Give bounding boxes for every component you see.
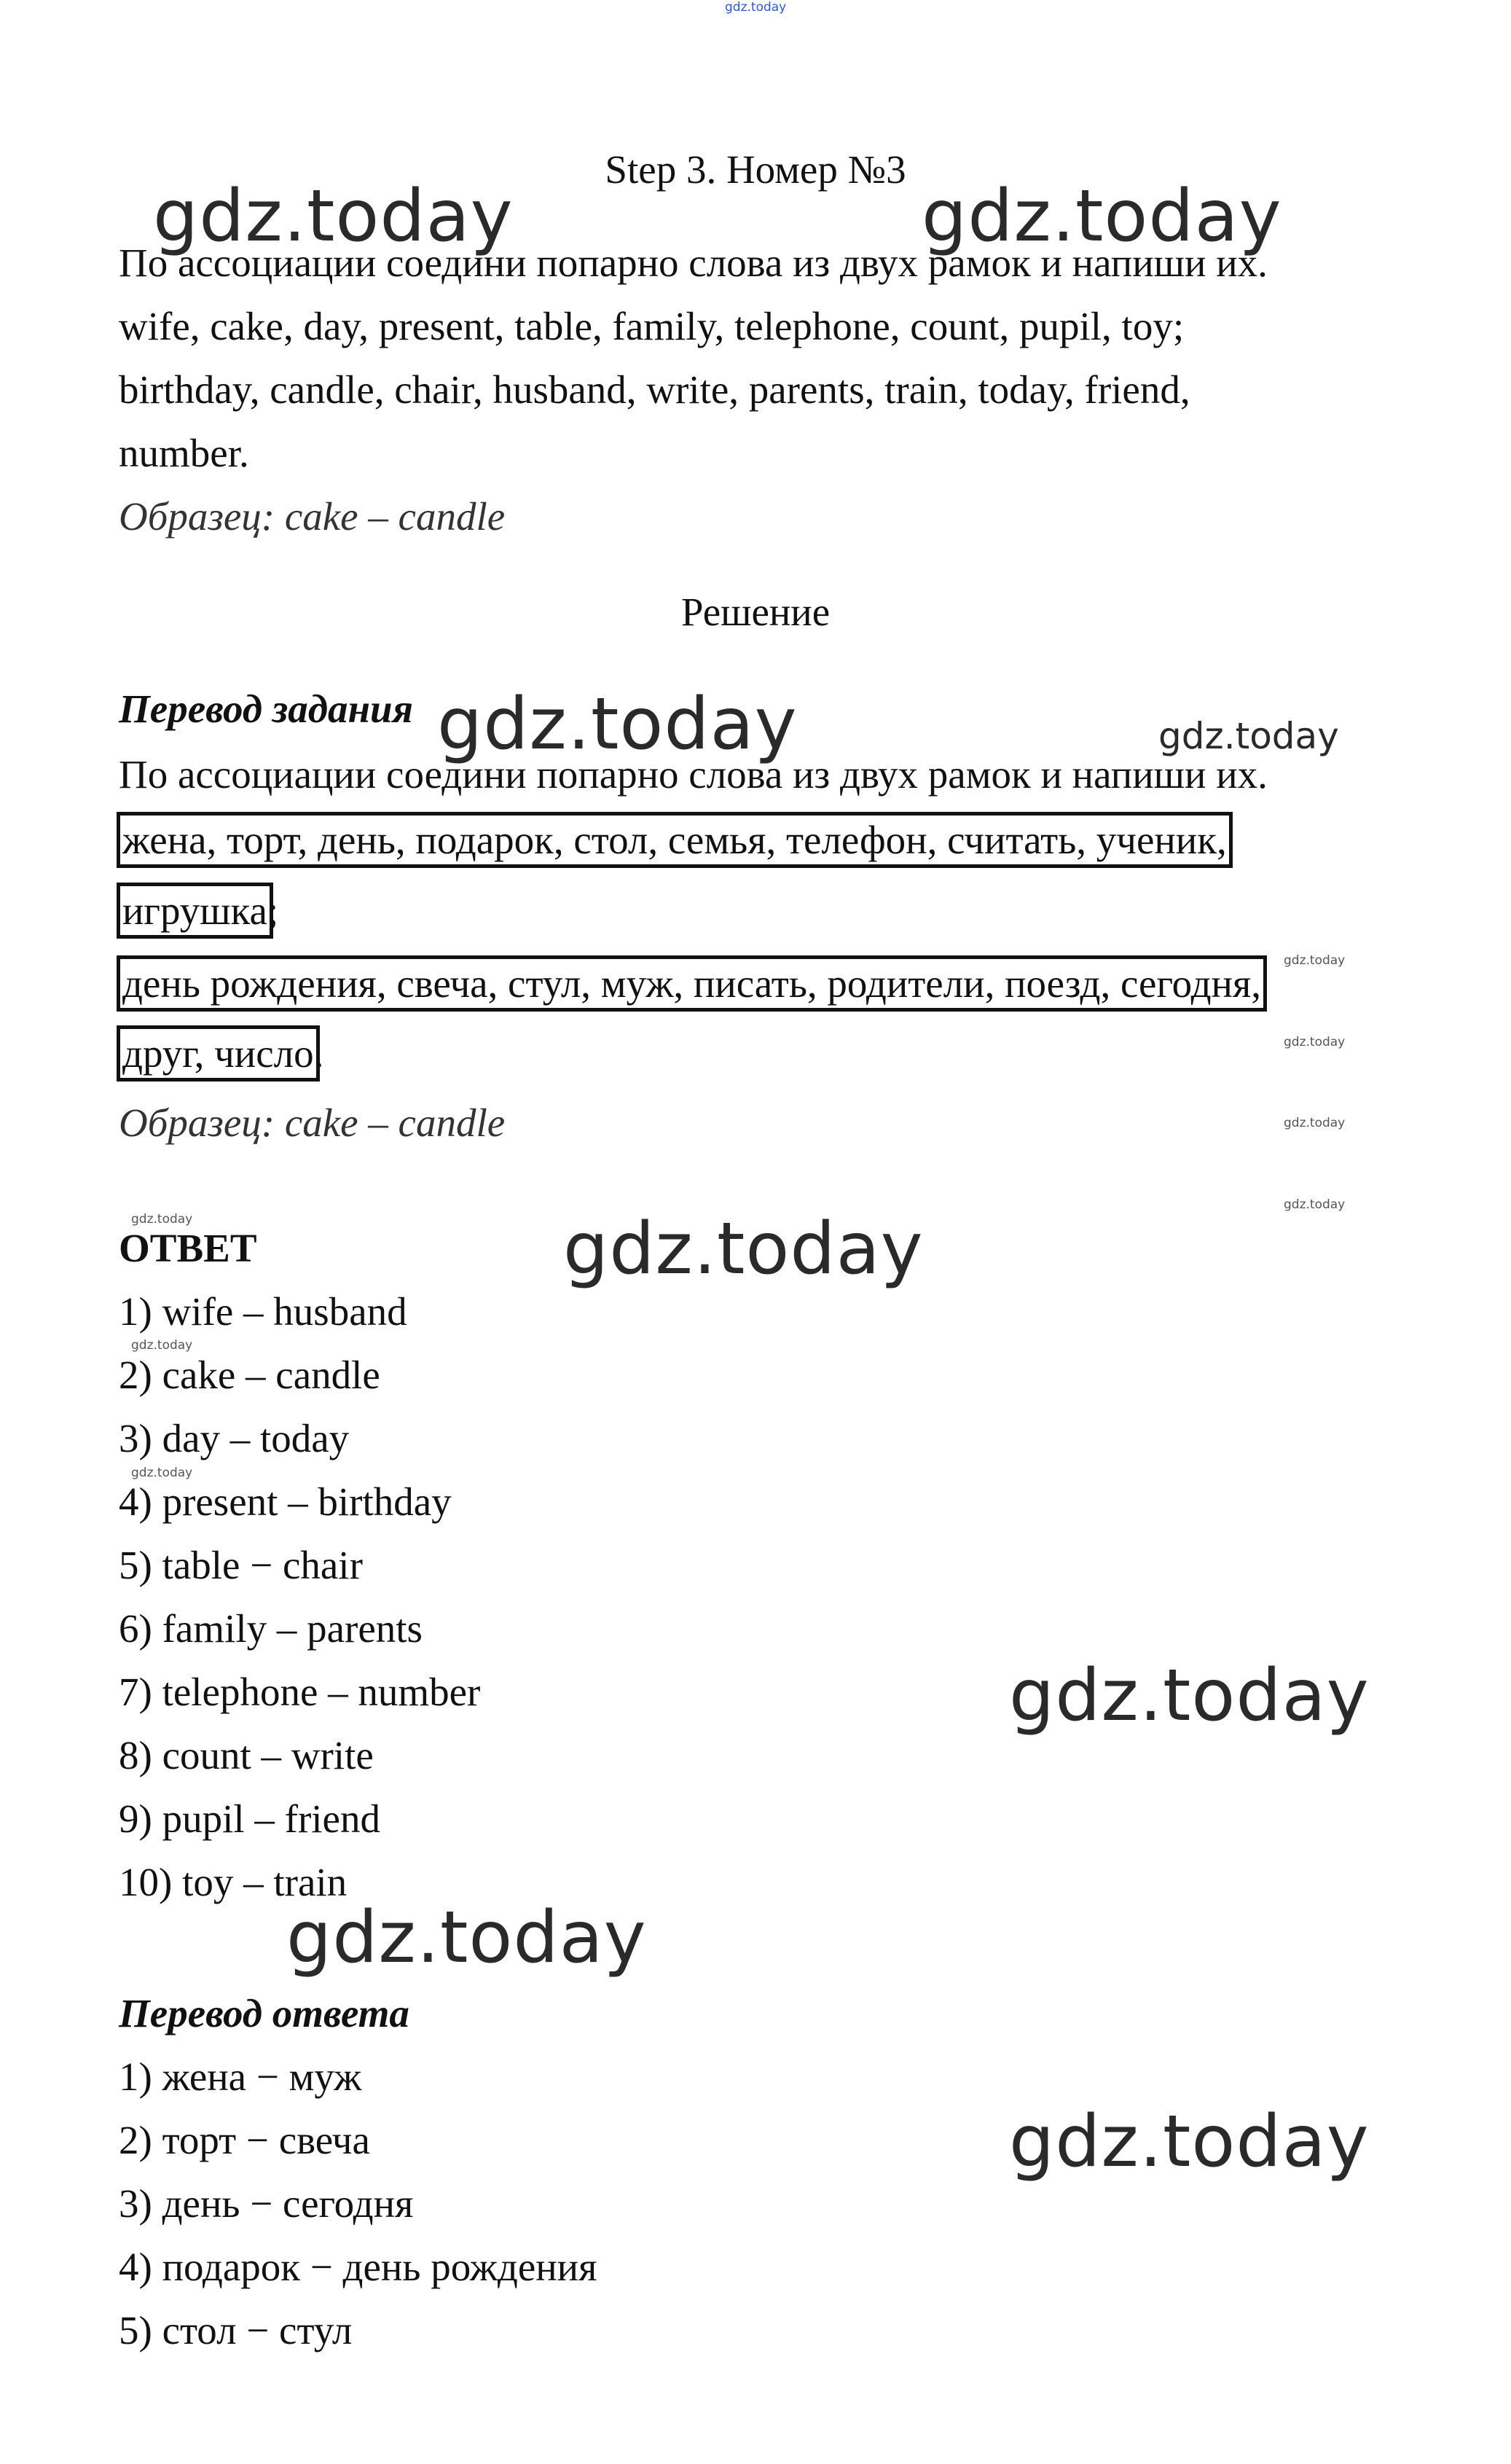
answer-heading: ОТВЕТ: [119, 1226, 257, 1270]
watermark: gdz.today: [563, 1208, 924, 1291]
watermark-small: gdz.today: [1284, 1116, 1346, 1130]
watermark-small: gdz.today: [131, 1212, 193, 1227]
task-words-line-2: birthday, candle, chair, husband, write, parents, train, today, friend,: [119, 367, 1190, 412]
answer-item: 6) family – parents: [119, 1606, 423, 1651]
word-box-1-tail: ;: [267, 888, 279, 933]
answer-item: 8) count – write: [119, 1733, 374, 1777]
answer-item: 5) table − chair: [119, 1543, 363, 1587]
watermark-small: gdz.today: [131, 1466, 193, 1480]
watermark: gdz.today: [1158, 715, 1339, 757]
page-title: Step 3. Номер №3: [605, 147, 906, 192]
watermark: gdz.today: [286, 1896, 647, 1979]
word-box-2-tail: .: [313, 1031, 324, 1076]
word-box-1-line-2: [122, 888, 279, 933]
watermark-small: gdz.today: [1284, 1197, 1346, 1212]
word-box-2-top: день рождения, свеча, стул, муж, писать, родители, поезд, сегодня,: [122, 961, 1262, 1006]
answer-translation-item: 4) подарок − день рождения: [119, 2245, 597, 2289]
answer-item: 2) cake – candle: [119, 1353, 380, 1397]
word-box-2-line-1: [122, 963, 1261, 1004]
answer-translation-item: 2) торт − свеча: [119, 2118, 370, 2162]
watermark-small: gdz.today: [1284, 953, 1346, 968]
watermark: gdz.today: [437, 683, 798, 766]
word-box-2-line-2: [122, 1031, 324, 1076]
answer-item: 9) pupil – friend: [119, 1796, 380, 1841]
answer-translation-item: 5) стол − стул: [119, 2308, 353, 2352]
answer-item: 4) present – birthday: [119, 1479, 452, 1524]
watermark: gdz.today: [1009, 1654, 1370, 1737]
answer-translation-heading: Перевод ответа: [119, 1991, 409, 2035]
task-instruction: По ассоциации соедини попарно слова из двух рамок и напиши их.: [119, 240, 1268, 285]
answer-item: 7) telephone – number: [119, 1670, 481, 1714]
task-words-line-1: wife, cake, day, present, table, family, telephone, count, pupil, toy;: [119, 304, 1185, 348]
task-words-line-3: number.: [119, 431, 249, 475]
task-example: Образец: cake – candle: [119, 494, 506, 539]
watermark-small: gdz.today: [131, 1338, 193, 1353]
solution-heading: Решение: [680, 590, 831, 634]
translation-instruction: По ассоциации соедини попарно слова из двух рамок и напиши их.: [119, 752, 1268, 797]
watermark: gdz.today: [1009, 2100, 1370, 2183]
word-box-1-line-1: [122, 820, 1227, 860]
watermark: gdz.today: [922, 175, 1282, 258]
answer-translation-item: 3) день − сегодня: [119, 2181, 414, 2226]
answer-item: 1) wife – husband: [119, 1289, 407, 1334]
answer-item: 10) toy – train: [119, 1860, 348, 1904]
answer-item: 3) day – today: [119, 1416, 350, 1460]
watermark-top: gdz.today: [725, 0, 787, 15]
word-box-1-bottom: игрушка: [122, 888, 267, 933]
answer-translation-item: 1) жена − муж: [119, 2054, 362, 2099]
translation-heading: Перевод задания: [119, 687, 413, 731]
watermark-small: gdz.today: [1284, 1035, 1346, 1049]
watermark: gdz.today: [153, 175, 514, 258]
word-box-1-top: жена, торт, день, подарок, стол, семья, телефон, считать, ученик,: [122, 818, 1227, 862]
translation-example: Образец: cake – candle: [119, 1100, 506, 1145]
word-box-2-bottom: друг, число: [122, 1031, 314, 1076]
